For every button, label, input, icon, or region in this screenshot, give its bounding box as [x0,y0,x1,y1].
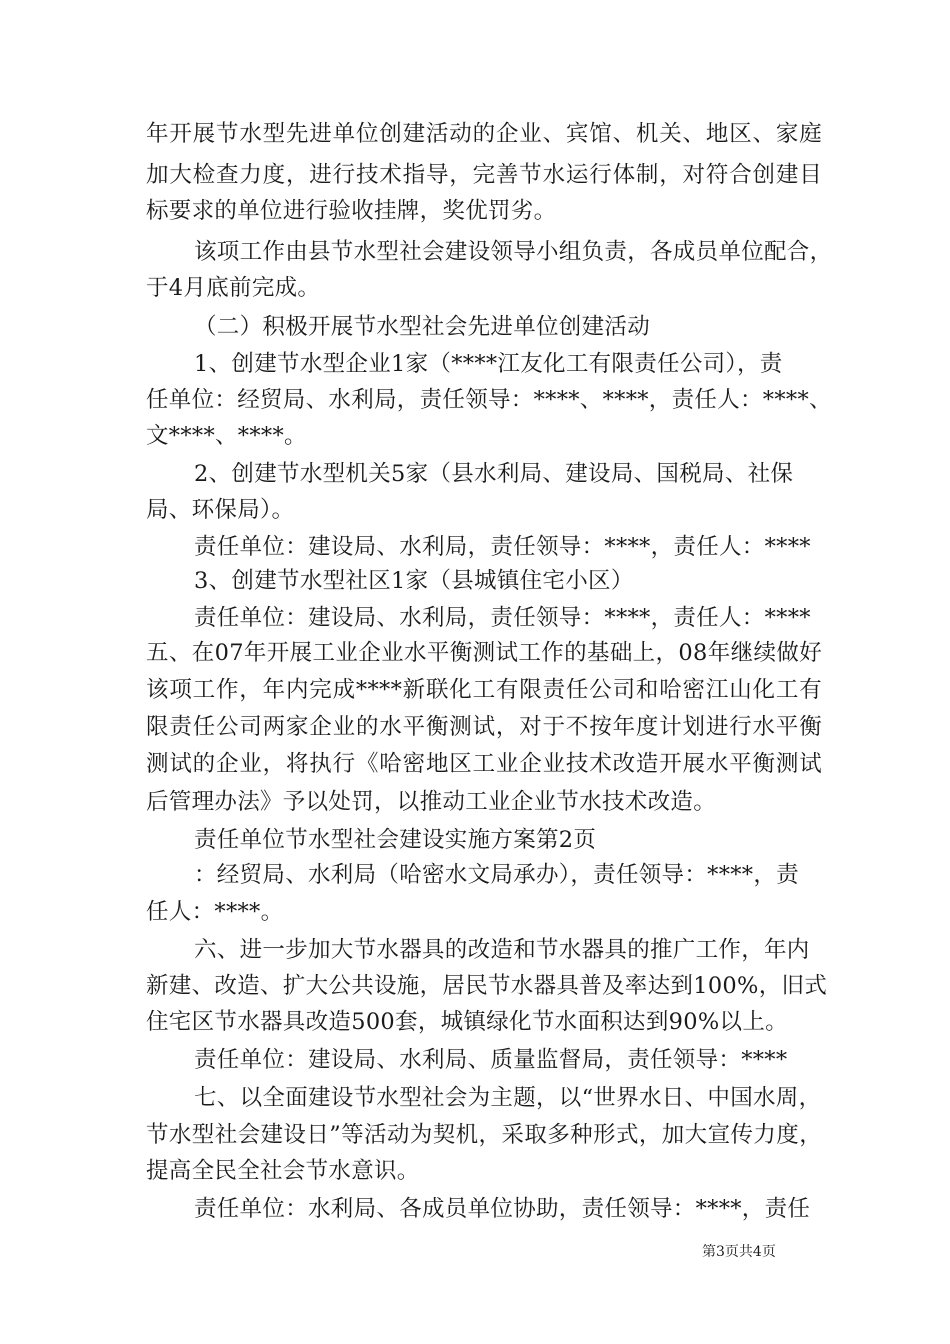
text-line: 该项工作，年内完成****新联化工有限责任公司和哈密江山化工有 [146,677,822,703]
text-line: 六、进一步加大节水器具的改造和节水器具的推广工作，年内 [194,937,810,963]
text-line: 五、在07年开展工业企业水平衡测试工作的基础上，08年继续做好 [146,640,822,666]
text-line: 2、创建节水型机关5家（县水利局、建设局、国税局、社保 [194,461,794,487]
text-line: 限责任公司两家企业的水平衡测试，对于不按年度计划进行水平衡 [146,714,822,740]
text-line: 节水型社会建设日”等活动为契机，采取多种形式，加大宣传力度， [146,1122,822,1148]
section-heading: （二）积极开展节水型社会先进单位创建活动 [194,314,651,340]
text-line: 该项工作由县节水型社会建设领导小组负责，各成员单位配合， [194,239,833,265]
text-line: 文****、****。 [146,423,307,449]
text-line: 责任单位：建设局、水利局，责任领导：****，责任人：**** [194,534,811,560]
text-line: 责任单位：建设局、水利局，责任领导：****，责任人：**** [194,605,811,631]
text-line: 3、创建节水型社区1家（县城镇住宅小区） [194,568,634,594]
text-line: 局、环保局）。 [146,497,295,523]
text-line: 1、创建节水型企业1家（****江友化工有限责任公司），责 [194,351,783,377]
text-line: 任人：****。 [146,899,284,925]
text-line: 七、以全面建设节水型社会为主题，以“世界水日、中国水周， [194,1085,822,1111]
text-line: 责任单位：建设局、水利局、质量监督局，责任领导：**** [194,1047,788,1073]
text-line: 测试的企业，将执行《哈密地区工业企业技术改造开展水平衡测试 [146,751,822,777]
text-line: 年开展节水型先进单位创建活动的企业、宾馆、机关、地区、家庭 [146,121,822,147]
page-number-footer: 第3页共4页 [702,1244,776,1260]
text-line: ：经贸局、水利局（哈密水文局承办），责任领导：****，责 [194,862,799,888]
text-line: 责任单位：水利局、各成员单位协助，责任领导：****，责任 [194,1196,811,1222]
text-line: 住宅区节水器具改造500套，城镇绿化节水面积达到90%以上。 [146,1009,788,1035]
text-line: 后管理办法》予以处罚，以推动工业企业节水技术改造。 [146,789,717,815]
text-line: 责任单位节水型社会建设实施方案第2页 [194,827,597,853]
text-line: 新建、改造、扩大公共设施，居民节水器具普及率达到100%，旧式 [146,973,828,999]
text-line: 提高全民全社会节水意识。 [146,1158,420,1184]
text-line: 加大检查力度，进行技术指导，完善节水运行体制，对符合创建目 [146,162,822,188]
text-line: 任单位：经贸局、水利局，责任领导：****、****，责任人：****、 [146,387,832,413]
text-line: 于4月底前完成。 [146,275,321,301]
text-line: 标要求的单位进行验收挂牌，奖优罚劣。 [146,198,557,224]
